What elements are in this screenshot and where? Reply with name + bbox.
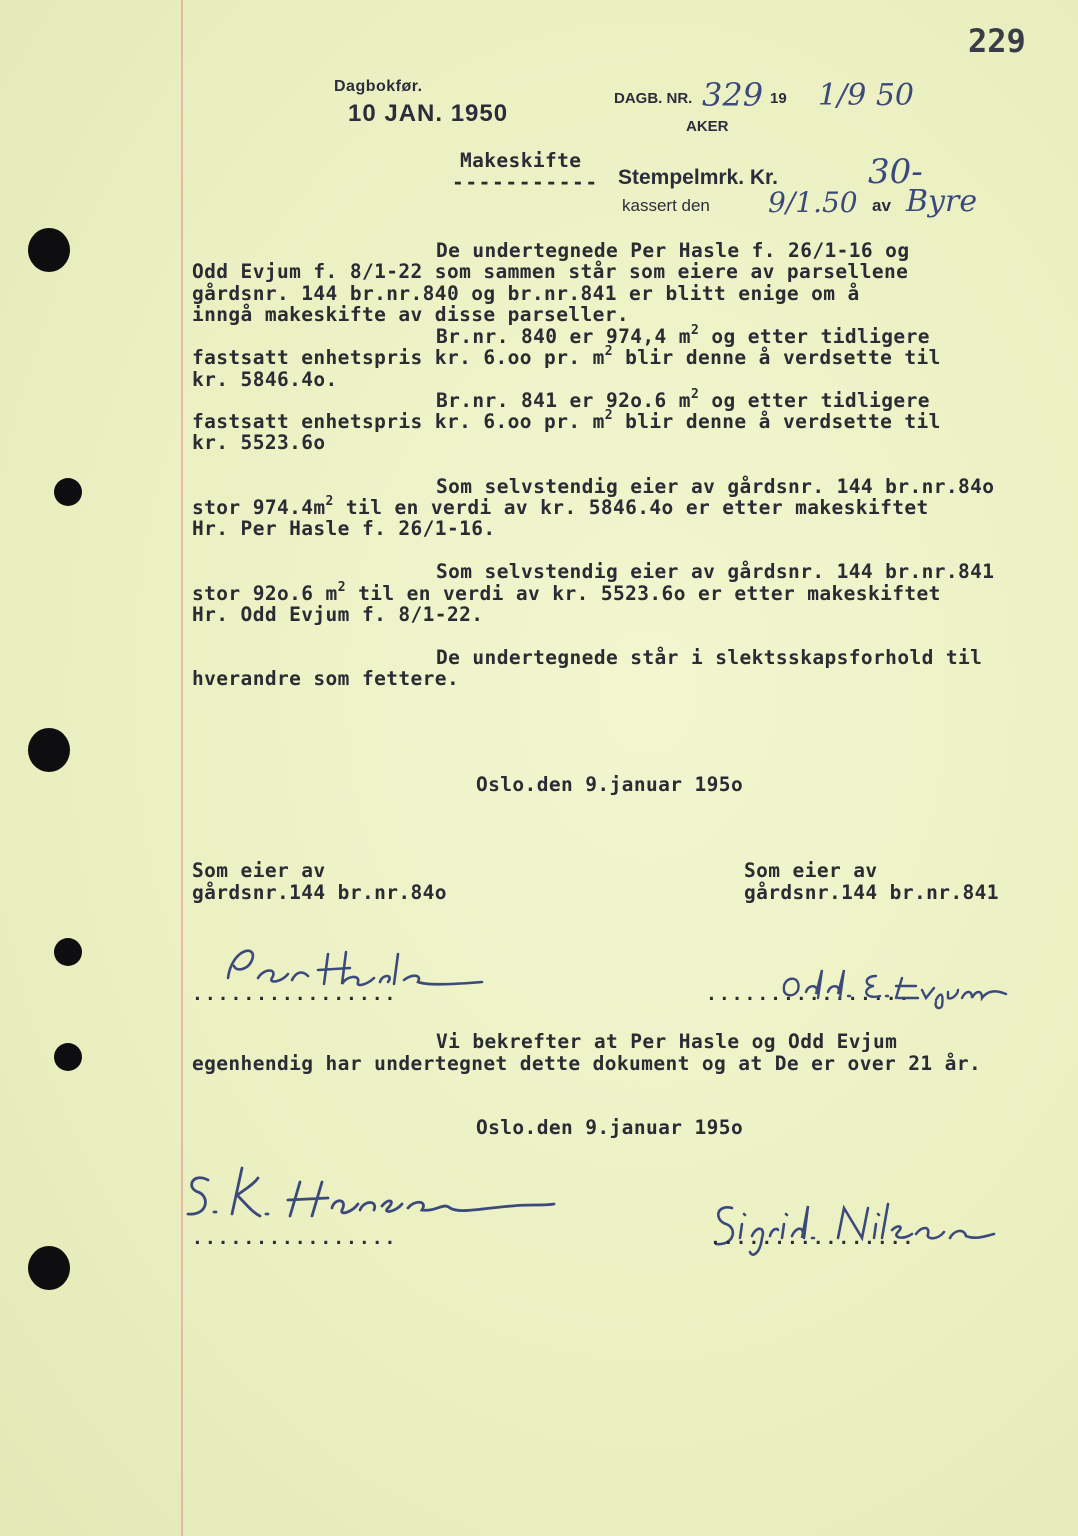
page-number: 229	[968, 22, 1026, 60]
confirmation-line: egenhendig har undertegnet dette dokument og at De er over 21 år.	[192, 1052, 982, 1075]
document-title: Makeskifte	[460, 149, 582, 172]
punch-hole	[54, 1043, 82, 1071]
title-underline: -----------	[452, 171, 599, 194]
dagb-nr-year-prefix: 19	[770, 90, 787, 107]
place-date: Oslo.den 9.januar 195o	[476, 773, 744, 796]
stempelmerke-value: 30-	[868, 152, 923, 192]
signature-line-right: ................	[706, 984, 912, 1005]
body-line	[192, 580, 941, 605]
body-text: til en verdi av kr. 5846.4o er etter makeskiftet	[345, 496, 929, 519]
body-text: til en verdi av kr. 5523.6o er etter makeskiftet	[358, 582, 941, 605]
body-line: kr. 5523.6o	[192, 431, 326, 454]
body-line	[192, 494, 929, 519]
superscript: 2	[690, 323, 700, 338]
body-line: Odd Evjum f. 8/1-22 som sammen står som eiere av parsellene	[192, 260, 909, 283]
punch-hole	[54, 938, 82, 966]
dagb-nr-label: DAGB. NR.	[614, 90, 693, 107]
body-text: stor 974.4m	[192, 496, 326, 519]
body-line	[192, 344, 941, 369]
body-line	[436, 387, 930, 412]
body-line: De undertegnede Per Hasle f. 26/1-16 og	[436, 239, 910, 262]
confirmation-line: Vi bekrefter at Per Hasle og Odd Evjum	[436, 1030, 898, 1053]
kassert-av-label: av	[872, 196, 891, 215]
superscript: 2	[690, 387, 700, 402]
body-line	[192, 408, 941, 433]
punch-hole	[28, 1246, 70, 1290]
body-text: Br.nr. 840 er 974,4 m	[436, 325, 691, 348]
owner-left-line: gårdsnr.144 br.nr.84o	[192, 881, 447, 904]
body-text: og etter tidligere	[711, 325, 930, 348]
witness-line-left: ................	[192, 1228, 398, 1249]
body-line	[436, 323, 930, 348]
kassert-date: 9/1.50	[768, 186, 858, 219]
signature-line-left: ................	[192, 984, 398, 1005]
superscript: 2	[604, 344, 613, 359]
body-line: gårdsnr. 144 br.nr.840 og br.nr.841 er blitt enige om å	[192, 282, 860, 305]
signature-odd-evjum	[776, 964, 1016, 1014]
owner-right-line: gårdsnr.144 br.nr.841	[744, 881, 999, 904]
kassert-label: kassert den	[622, 196, 710, 215]
body-text: fastsatt enhetspris kr. 6.oo pr. m	[192, 410, 605, 433]
dagb-nr-date: 1/9 50	[818, 78, 914, 113]
place-date: Oslo.den 9.januar 195o	[476, 1116, 744, 1139]
body-line: Som selvstendig eier av gårdsnr. 144 br.nr.84o	[436, 475, 995, 498]
body-text: fastsatt enhetspris kr. 6.oo pr. m	[192, 346, 605, 369]
body-text: blir denne å verdsette til	[625, 346, 941, 369]
witness-line-right: ................	[710, 1228, 916, 1249]
body-line: Hr. Odd Evjum f. 8/1-22.	[192, 603, 484, 626]
owner-right-line: Som eier av	[744, 859, 878, 882]
kassert-av-signature: Byre	[906, 184, 978, 219]
margin-line	[181, 0, 183, 1536]
body-line: De undertegnede står i slektsskapsforhold til	[436, 646, 983, 669]
signature-witness-left	[182, 1162, 562, 1236]
punch-hole	[54, 478, 82, 506]
superscript: 2	[325, 494, 334, 509]
superscript: 2	[337, 580, 346, 595]
aker-stamp: AKER	[686, 118, 729, 135]
punch-hole	[28, 228, 70, 272]
owner-left-line: Som eier av	[192, 859, 326, 882]
stempelmerke-label: Stempelmrk. Kr.	[618, 166, 778, 189]
body-text: blir denne å verdsette til	[625, 410, 941, 433]
dagbok-label: Dagbokfør.	[334, 78, 423, 95]
body-text: Br.nr. 841 er 92o.6 m	[436, 389, 691, 412]
body-line: inngå makeskifte av disse parseller.	[192, 303, 630, 326]
body-text: stor 92o.6 m	[192, 582, 338, 605]
punch-hole	[28, 728, 70, 772]
superscript: 2	[604, 408, 613, 423]
dagbok-date-stamp: 10 JAN. 1950	[348, 100, 509, 127]
body-text: og etter tidligere	[711, 389, 930, 412]
body-line: Hr. Per Hasle f. 26/1-16.	[192, 517, 496, 540]
signature-per-hasle	[218, 938, 498, 1002]
body-line: Som selvstendig eier av gårdsnr. 144 br.nr.841	[436, 560, 995, 583]
dagb-nr-value: 329	[702, 76, 764, 114]
body-line: kr. 5846.4o.	[192, 368, 338, 391]
body-line: hverandre som fettere.	[192, 667, 460, 690]
